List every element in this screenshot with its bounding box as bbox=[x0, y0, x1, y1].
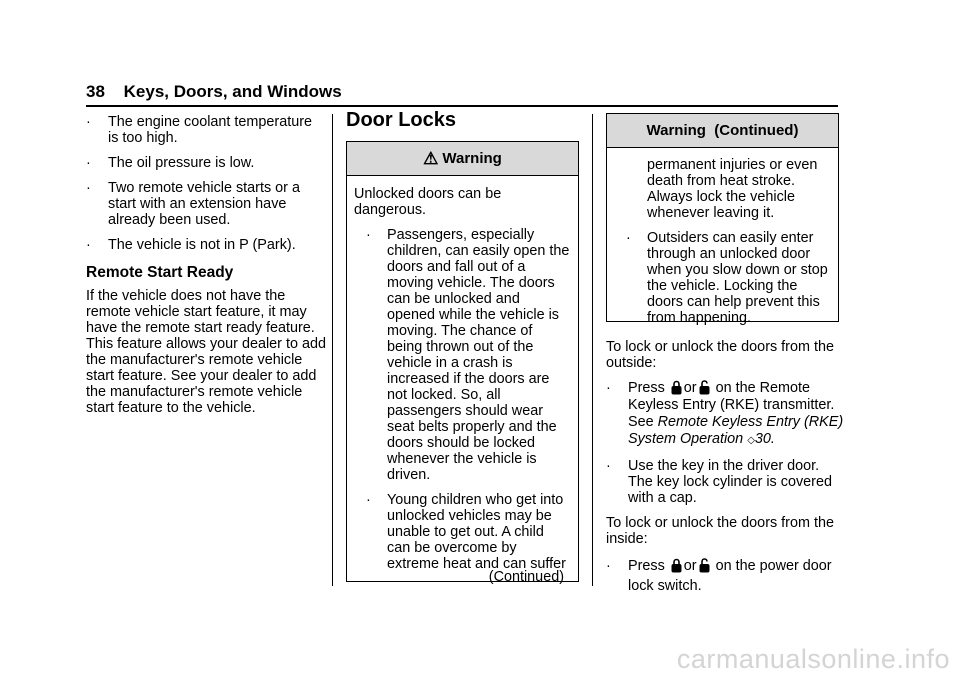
list-item: · Use the key in the driver door. The key lock cylinder is covered with a cap. bbox=[606, 458, 832, 506]
column-divider bbox=[332, 114, 333, 586]
list-item: · The engine coolant temperature is too high. bbox=[86, 114, 312, 146]
watermark: carmanualsonline.info bbox=[676, 644, 950, 674]
warning-box bbox=[346, 141, 579, 585]
left-column bbox=[86, 114, 326, 425]
list-item: · Young children who get into unlocked vehicles may be unable to get out. A child can be overcome by extreme heat and can suffer bbox=[366, 492, 566, 572]
list-item: · Press or on the Remote Keyless Entry (RKE) transmitter. See Remote Keyless Entry (RKE) System Operation ◇30. bbox=[606, 380, 844, 447]
page-title: Keys, Doors, and Windows bbox=[123, 82, 342, 101]
list-item: · Press or on the power door lock switch. bbox=[606, 558, 832, 594]
header-rule bbox=[86, 105, 838, 107]
cross-reference: Remote Keyless Entry (RKE) System Operation bbox=[628, 414, 844, 447]
unlock-icon bbox=[699, 558, 710, 573]
right-column bbox=[606, 339, 844, 605]
ref-arrow-icon: ◇ bbox=[747, 435, 755, 446]
warning-intro: Unlocked doors can be dangerous. bbox=[354, 186, 502, 218]
warning-icon: ⚠ bbox=[423, 148, 439, 168]
continued-label: (Continued) bbox=[488, 569, 564, 585]
unlock-icon bbox=[699, 380, 710, 395]
lock-icon bbox=[671, 380, 682, 395]
lock-icon bbox=[671, 558, 682, 573]
list-item: · The oil pressure is low. bbox=[86, 155, 255, 171]
page-header bbox=[86, 82, 342, 102]
list-item: · Outsiders can easily enter through an unlocked door when you slow down or stop the vehicle. Locking the doors can help prevent this from happening. bbox=[626, 230, 828, 326]
warning-cont-text: permanent injuries or even death from heat stroke. Always lock the vehicle whenever leaving it. bbox=[647, 157, 818, 221]
warning-header: Warning (Continued) bbox=[607, 114, 838, 148]
list-item: · The vehicle is not in P (Park). bbox=[86, 237, 296, 253]
warning-header: ⚠ Warning bbox=[347, 142, 578, 176]
inside-intro: To lock or unlock the doors from the inside: bbox=[606, 515, 834, 547]
list-item: · Two remote vehicle starts or a start with an extension have already been used. bbox=[86, 180, 300, 228]
warning-continued-box bbox=[606, 113, 839, 326]
section-heading: Door Locks bbox=[346, 109, 457, 131]
column-divider bbox=[592, 114, 593, 586]
warning-body bbox=[607, 148, 838, 326]
page-number: 38 bbox=[86, 82, 105, 101]
outside-intro: To lock or unlock the doors from the outside: bbox=[606, 339, 834, 371]
remote-start-ready-paragraph: If the vehicle does not have the remote vehicle start feature, it may have the remote start ready feature. This feature allows your dealer to add the manufacturer's remote vehicle start feature. See your dealer to add the manufacturer's remote vehicle start feature to the vehicle. bbox=[86, 288, 326, 416]
section-subheading: Remote Start Ready bbox=[86, 264, 234, 281]
list-item: · Passengers, especially children, can easily open the doors and fall out of a moving vehicle. The doors can be unlocked and opened while the vehicle is moving. The chance of being thrown out of the vehicle in a crash is increased if the doors are not locked. So, all passengers should wear seat belts properly and the doors should be locked whenever the vehicle is driven. bbox=[366, 227, 570, 483]
warning-body bbox=[347, 176, 578, 585]
